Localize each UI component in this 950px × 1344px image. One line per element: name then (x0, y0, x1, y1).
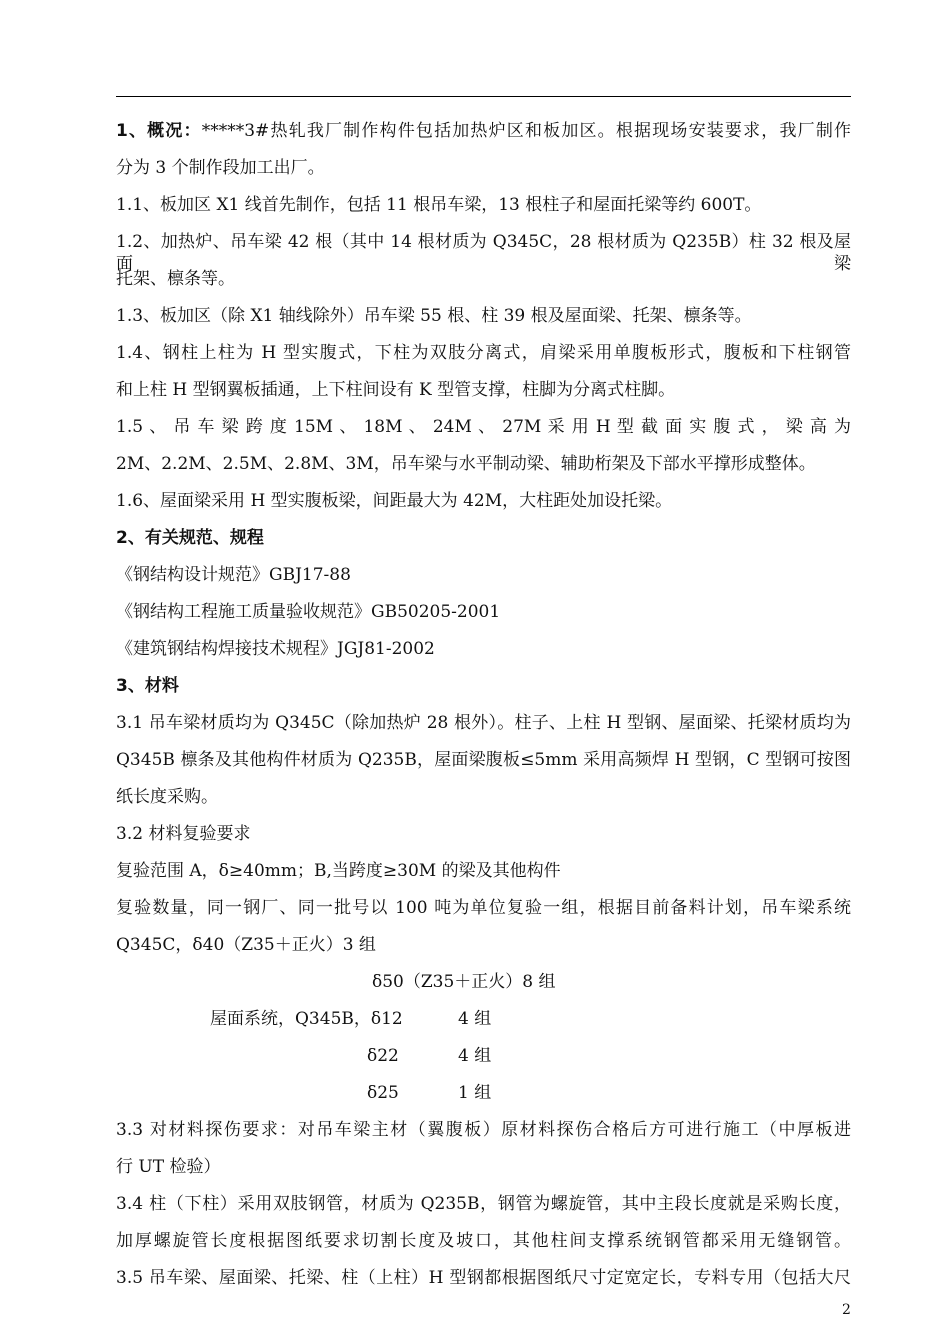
section-heading-standards: 2、有关规范、规程 (116, 528, 264, 548)
para-1-4-line-2: 和上柱 H 型钢翼板插通，上下柱间设有 K 型管支撑，柱脚为分离式柱脚。 (116, 380, 676, 400)
qty-row-3-label: δ22 (367, 1046, 399, 1066)
header-rule (116, 96, 851, 97)
page-number: 2 (842, 1302, 851, 1318)
text: *****3#热轧我厂制作构件包括加热炉区和板加区。根据现场安装要求，我厂制作 (201, 121, 851, 141)
para-3-2-qty-line-2: Q345C，δ40（Z35＋正火）3 组 (116, 935, 376, 955)
para-3-2-scope: 复验范围 A，δ≥40mm；B,当跨度≥30M 的梁及其他构件 (116, 861, 561, 881)
standard-1: 《钢结构设计规范》GBJ17-88 (116, 565, 351, 585)
para-3-1-line-3: 纸长度采购。 (116, 787, 218, 807)
standard-3: 《建筑钢结构焊接技术规程》JGJ81-2002 (116, 639, 435, 659)
para-1-5-line-1: 1.5 、 吊 车 梁 跨 度 15M 、 18M 、 24M 、 27M 采 用 H 型 截 面 实 腹 式 ， 梁 高 为 (116, 417, 851, 437)
para-3-4-line-1: 3.4 柱（下柱）采用双肢钢管，材质为 Q235B，钢管为螺旋管，其中主段长度就是采购长度， (116, 1194, 851, 1214)
section-heading-overview: 1、概况： (116, 121, 202, 141)
qty-row-3-value: 4 组 (458, 1046, 492, 1066)
para-1-3: 1.3、板加区（除 X1 轴线除外）吊车梁 55 根、柱 39 根及屋面梁、托架、檩条等。 (116, 306, 752, 326)
qty-row-2-value: 4 组 (458, 1009, 492, 1029)
para-3-3-line-1: 3.3 对材料探伤要求：对吊车梁主材（翼腹板）原材料探伤合格后方可进行施工（中厚板进 (116, 1120, 851, 1140)
qty-row-1: δ50（Z35＋正火）8 组 (372, 972, 556, 992)
para-1-4-line-1: 1.4、钢柱上柱为 H 型实腹式，下柱为双肢分离式，肩梁采用单腹板形式，腹板和下柱钢管 (116, 343, 851, 363)
para-1-1: 1.1、板加区 X1 线首先制作，包括 11 根吊车梁，13 根柱子和屋面托梁等约 600T。 (116, 195, 762, 215)
para-3-2-qty-line-1: 复验数量，同一钢厂、同一批号以 100 吨为单位复验一组，根据目前备料计划，吊车梁系统 (116, 898, 851, 918)
standard-2: 《钢结构工程施工质量验收规范》GB50205-2001 (116, 602, 501, 622)
para-1-2-line-1: 1.2、加热炉、吊车梁 42 根（其中 14 根材质为 Q345C，28 根材质为 Q235B）柱 32 根及屋面梁 (116, 232, 851, 274)
para-3-1-line-1: 3.1 吊车梁材质均为 Q345C（除加热炉 28 根外）。柱子、上柱 H 型钢、屋面梁、托梁材质均为 (116, 713, 851, 733)
para-3-3-line-2: 行 UT 检验） (116, 1157, 221, 1177)
para-3-5-line-1: 3.5 吊车梁、屋面梁、托梁、柱（上柱）H 型钢都根据图纸尺寸定宽定长，专料专用（包括大尺 (116, 1268, 851, 1288)
qty-row-4-value: 1 组 (458, 1083, 492, 1103)
section-heading-materials: 3、材料 (116, 676, 179, 696)
qty-row-2-label: 屋面系统，Q345B，δ12 (210, 1009, 403, 1029)
para-1-5-line-2: 2M、2.2M、2.5M、2.8M、3M，吊车梁与水平制动梁、辅助桁架及下部水平撑形成整体。 (116, 454, 816, 474)
para-3-1-line-2: Q345B 檩条及其他构件材质为 Q235B，屋面梁腹板≤5mm 采用高频焊 H 型钢，C 型钢可按图 (116, 750, 851, 770)
para-1-line-2: 分为 3 个制作段加工出厂。 (116, 158, 325, 178)
qty-row-4-label: δ25 (367, 1083, 399, 1103)
para-1-6: 1.6、屋面梁采用 H 型实腹板梁，间距最大为 42M，大柱距处加设托梁。 (116, 491, 673, 511)
para-3-2-title: 3.2 材料复验要求 (116, 824, 251, 844)
para-1-2-line-2: 托架、檩条等。 (116, 269, 235, 289)
para-1-line-1 (116, 120, 851, 142)
para-3-4-line-2: 加厚螺旋管长度根据图纸要求切割长度及坡口，其他柱间支撑系统钢管都采用无缝钢管。 (116, 1231, 851, 1251)
